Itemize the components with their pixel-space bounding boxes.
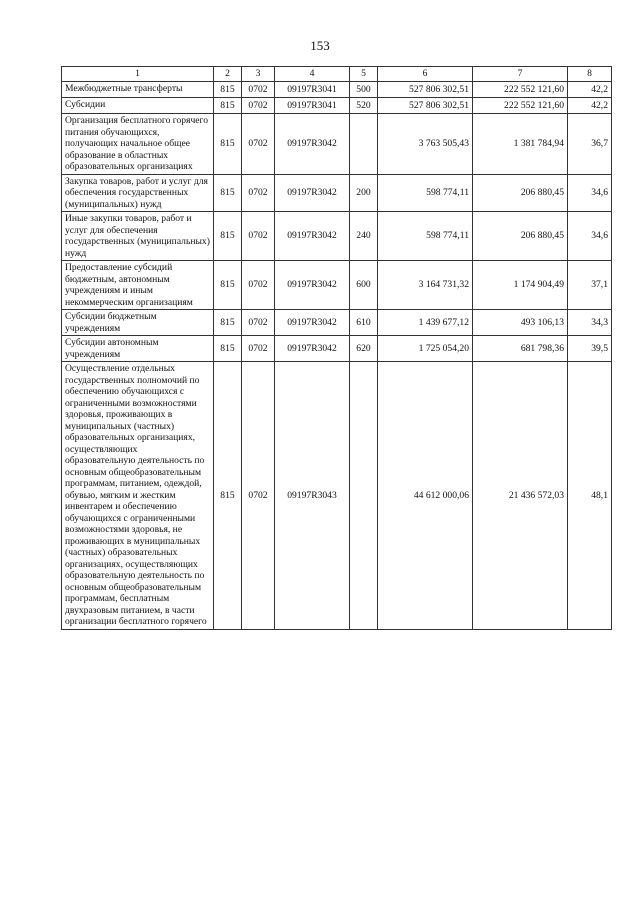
col-3-cell: 0702 <box>242 174 275 212</box>
table-row <box>62 261 612 310</box>
col-7-cell: 21 436 572,03 <box>473 362 568 630</box>
col-4-cell: 09197R3042 <box>275 336 350 362</box>
col-4-cell: 09197R3042 <box>275 174 350 212</box>
col-6-cell: 3 164 731,32 <box>378 261 473 310</box>
col-5-cell <box>350 362 378 630</box>
table-row <box>62 362 612 630</box>
col-2-cell: 815 <box>214 212 242 261</box>
col-7-cell: 206 880,45 <box>473 174 568 212</box>
table-row <box>62 82 612 98</box>
col-8-cell: 39,5 <box>568 336 612 362</box>
col-8-cell: 36,7 <box>568 114 612 175</box>
col-4-cell: 09197R3041 <box>275 82 350 98</box>
page-number: 153 <box>310 38 330 53</box>
col-5-cell: 610 <box>350 310 378 336</box>
col-5-cell <box>350 114 378 175</box>
col-8-cell: 34,6 <box>568 174 612 212</box>
row-name: Осуществление отдельных государственных полномочий по обеспечению обучающихся с ограниченными возможностями здоровья, проживающих в муниципальных (частных) образовательных организациях, осуществляющих образовательную деятельность по основным общеобразовательным программам, питанием, одеждой, обувью, мягким и жестким инвентарем и обеспечению обучающихся с ограниченными возможностями здоровья, не проживающих в муниципальных (частных) образовательных организациях, осуществляющих образовательную деятельность по основным общеобразовательным программам, бесплатным двухразовым питанием, в части организации бесплатного горячего <box>62 362 214 630</box>
row-name: Субсидии автономным учреждениям <box>62 336 214 362</box>
col-2-cell: 815 <box>214 362 242 630</box>
col-3-cell: 0702 <box>242 82 275 98</box>
col-3-cell: 0702 <box>242 336 275 362</box>
col-4-cell: 09197R3042 <box>275 310 350 336</box>
row-name: Закупка товаров, работ и услуг для обеспечения государственных (муниципальных) нужд <box>62 174 214 212</box>
col-4-cell: 09197R3042 <box>275 212 350 261</box>
col-8-cell: 48,1 <box>568 362 612 630</box>
col-5-cell: 620 <box>350 336 378 362</box>
col-7-cell: 206 880,45 <box>473 212 568 261</box>
col-4-cell: 09197R3042 <box>275 114 350 175</box>
col-8-cell: 34,6 <box>568 212 612 261</box>
col-6-cell: 3 763 505,43 <box>378 114 473 175</box>
table-row <box>62 98 612 114</box>
header-cell: 3 <box>242 67 275 82</box>
header-cell: 8 <box>568 67 612 82</box>
row-name: Межбюджетные трансферты <box>62 82 214 98</box>
col-6-cell: 44 612 000,06 <box>378 362 473 630</box>
table-row <box>62 310 612 336</box>
table-row <box>62 174 612 212</box>
col-7-cell: 681 798,36 <box>473 336 568 362</box>
col-2-cell: 815 <box>214 261 242 310</box>
row-name: Предоставление субсидий бюджетным, автономным учреждениям и иным некоммерческим организациям <box>62 261 214 310</box>
row-name: Иные закупки товаров, работ и услуг для обеспечения государственных (муниципальных) нужд <box>62 212 214 261</box>
col-3-cell: 0702 <box>242 310 275 336</box>
header-row <box>62 67 612 82</box>
col-3-cell: 0702 <box>242 261 275 310</box>
table-row <box>62 114 612 175</box>
header-cell: 2 <box>214 67 242 82</box>
col-7-cell: 493 106,13 <box>473 310 568 336</box>
col-2-cell: 815 <box>214 82 242 98</box>
col-4-cell: 09197R3041 <box>275 98 350 114</box>
col-7-cell: 1 381 784,94 <box>473 114 568 175</box>
col-6-cell: 1 725 054,20 <box>378 336 473 362</box>
col-6-cell: 527 806 302,51 <box>378 98 473 114</box>
row-name: Субсидии <box>62 98 214 114</box>
header-cell: 7 <box>473 67 568 82</box>
col-3-cell: 0702 <box>242 362 275 630</box>
col-6-cell: 1 439 677,12 <box>378 310 473 336</box>
col-3-cell: 0702 <box>242 212 275 261</box>
col-8-cell: 34,3 <box>568 310 612 336</box>
col-7-cell: 1 174 904,49 <box>473 261 568 310</box>
row-name: Субсидии бюджетным учреждениям <box>62 310 214 336</box>
header-cell: 6 <box>378 67 473 82</box>
table-row <box>62 336 612 362</box>
budget-table <box>61 66 612 630</box>
col-5-cell: 520 <box>350 98 378 114</box>
col-2-cell: 815 <box>214 336 242 362</box>
col-3-cell: 0702 <box>242 114 275 175</box>
col-2-cell: 815 <box>214 174 242 212</box>
col-6-cell: 598 774,11 <box>378 174 473 212</box>
col-8-cell: 42,2 <box>568 82 612 98</box>
col-7-cell: 222 552 121,60 <box>473 82 568 98</box>
col-5-cell: 600 <box>350 261 378 310</box>
table-row <box>62 212 612 261</box>
col-2-cell: 815 <box>214 98 242 114</box>
row-name: Организация бесплатного горячего питания обучающихся, получающих начальное общее образование в областных образовательных организациях <box>62 114 214 175</box>
col-5-cell: 500 <box>350 82 378 98</box>
col-3-cell: 0702 <box>242 98 275 114</box>
col-2-cell: 815 <box>214 310 242 336</box>
col-5-cell: 200 <box>350 174 378 212</box>
header-cell: 5 <box>350 67 378 82</box>
col-6-cell: 598 774,11 <box>378 212 473 261</box>
col-8-cell: 37,1 <box>568 261 612 310</box>
col-5-cell: 240 <box>350 212 378 261</box>
header-cell: 4 <box>275 67 350 82</box>
header-cell: 1 <box>62 67 214 82</box>
col-6-cell: 527 806 302,51 <box>378 82 473 98</box>
col-4-cell: 09197R3042 <box>275 261 350 310</box>
col-4-cell: 09197R3043 <box>275 362 350 630</box>
col-8-cell: 42,2 <box>568 98 612 114</box>
col-7-cell: 222 552 121,60 <box>473 98 568 114</box>
col-2-cell: 815 <box>214 114 242 175</box>
